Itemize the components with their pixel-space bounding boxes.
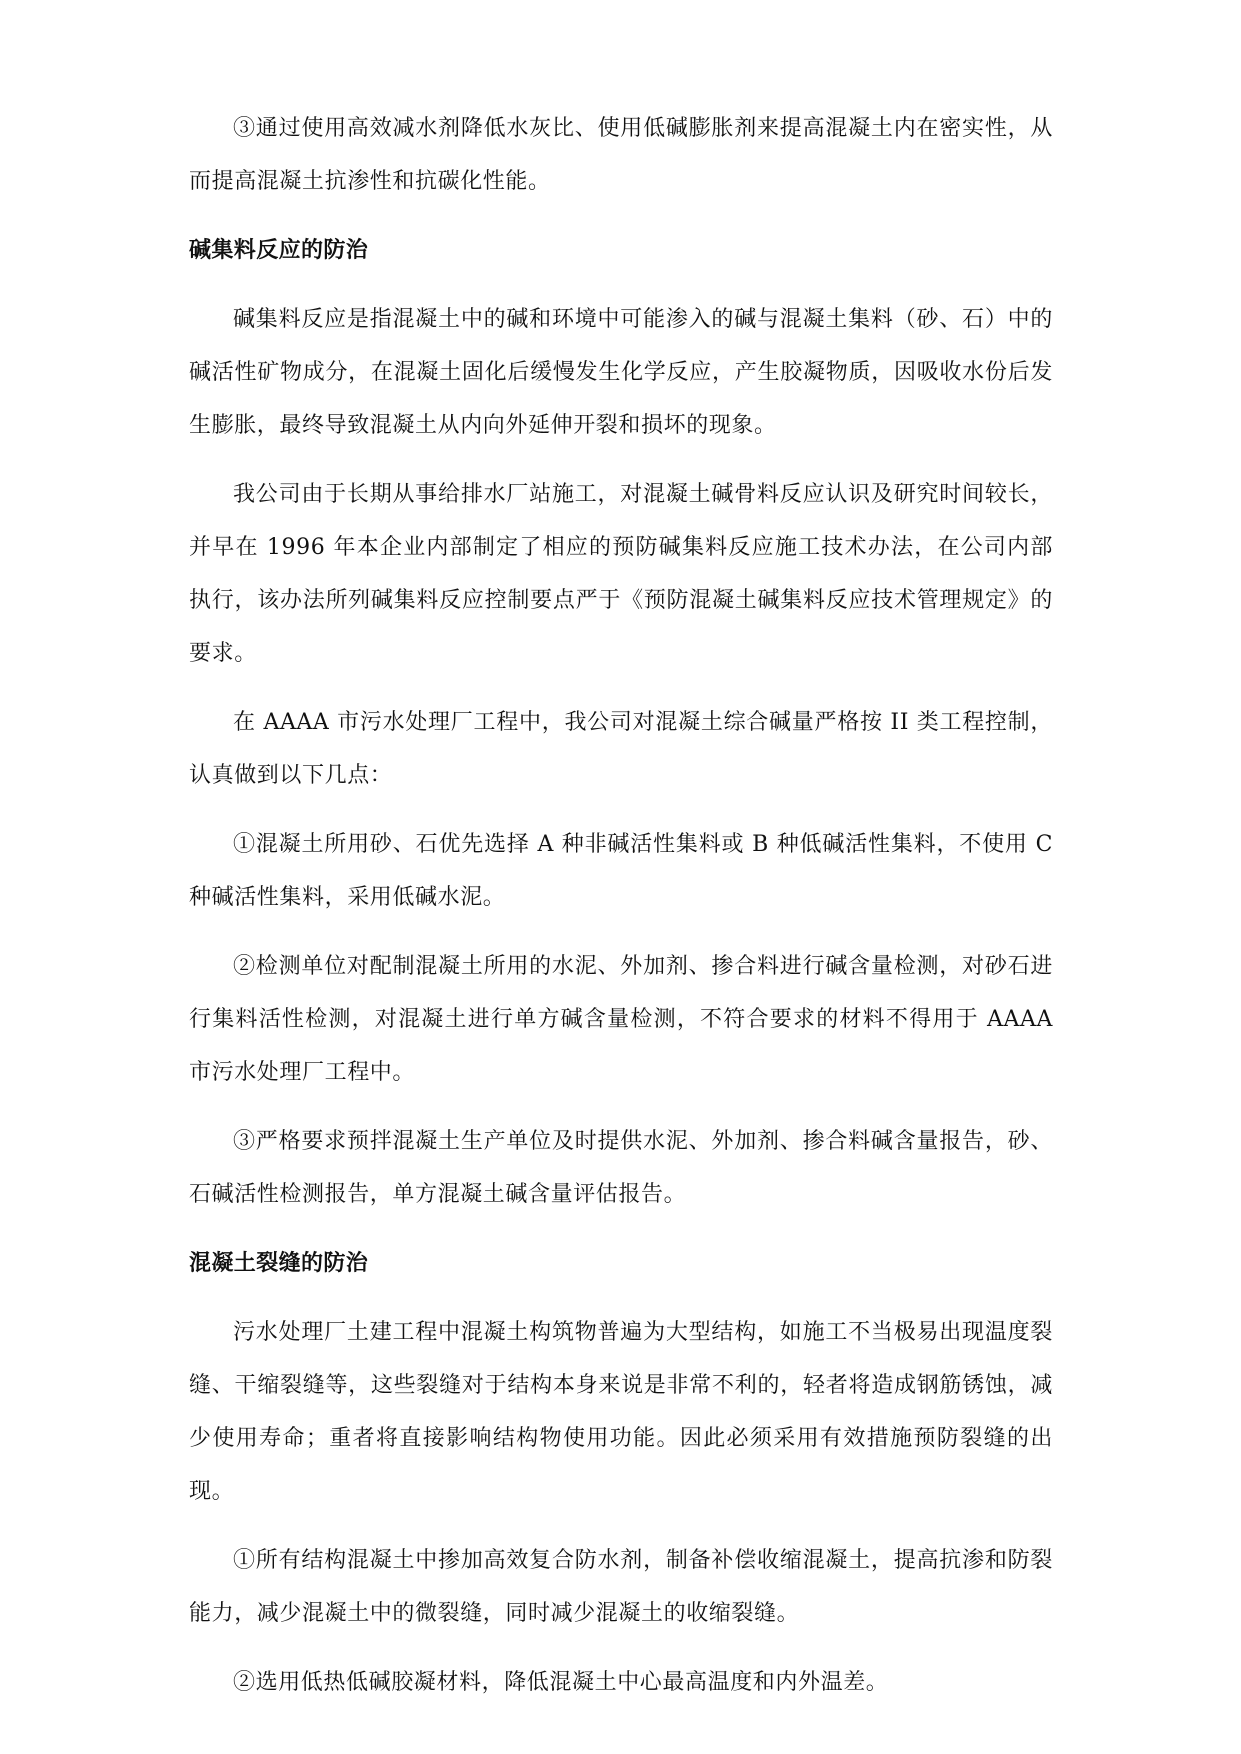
- list-item-paragraph: ②选用低热低碱胶凝材料，降低混凝土中心最高温度和内外温差。: [233, 1670, 889, 1695]
- list-item-paragraph: ①所有结构混凝土中掺加高效复合防水剂，制备补偿收缩混凝土，提高抗渗和防裂能力，减少混凝土中的微裂缝，同时减少混凝土的收缩裂缝。: [189, 1548, 1053, 1626]
- paragraph: ③通过使用高效减水剂降低水灰比、使用低碱膨胀剂来提高混凝土内在密实性，从而提高混凝土抗渗性和抗碳化性能。: [189, 116, 1053, 194]
- paragraph: 污水处理厂土建工程中混凝土构筑物普遍为大型结构，如施工不当极易出现温度裂缝、干缩裂缝等，这些裂缝对于结构本身来说是非常不利的，轻者将造成钢筋锈蚀，减少使用寿命；重者将直接影响结构物使用功能。因此必须采用有效措施预防裂缝的出现。: [189, 1320, 1053, 1504]
- list-item-paragraph: ①混凝土所用砂、石优先选择 A 种非碱活性集料或 B 种低碱活性集料，不使用 C 种碱活性集料，采用低碱水泥。: [189, 832, 1053, 910]
- section-heading-alkali-aggregate: 碱集料反应的防治: [189, 238, 369, 263]
- section-heading-concrete-cracks: 混凝土裂缝的防治: [189, 1251, 369, 1276]
- list-item-paragraph: ②检测单位对配制混凝土所用的水泥、外加剂、掺合料进行碱含量检测，对砂石进行集料活性检测，对混凝土进行单方碱含量检测，不符合要求的材料不得用于 AAAA 市污水处理厂工程中。: [189, 954, 1053, 1085]
- paragraph: 在 AAAA 市污水处理厂工程中，我公司对混凝土综合碱量严格按 II 类工程控制，认真做到以下几点：: [189, 710, 1053, 788]
- document-page: [189, 102, 1053, 1725]
- paragraph: 我公司由于长期从事给排水厂站施工，对混凝土碱骨料反应认识及研究时间较长，并早在 1996 年本企业内部制定了相应的预防碱集料反应施工技术办法，在公司内部执行，该办法所列碱集料反应控制要点严于《预防混凝土碱集料反应技术管理规定》的要求。: [189, 482, 1053, 666]
- list-item-paragraph: ③严格要求预拌混凝土生产单位及时提供水泥、外加剂、掺合料碱含量报告，砂、石碱活性检测报告，单方混凝土碱含量评估报告。: [189, 1129, 1053, 1207]
- paragraph: 碱集料反应是指混凝土中的碱和环境中可能渗入的碱与混凝土集料（砂、石）中的碱活性矿物成分，在混凝土固化后缓慢发生化学反应，产生胶凝物质，因吸收水份后发生膨胀，最终导致混凝土从内向外延伸开裂和损坏的现象。: [189, 307, 1053, 438]
